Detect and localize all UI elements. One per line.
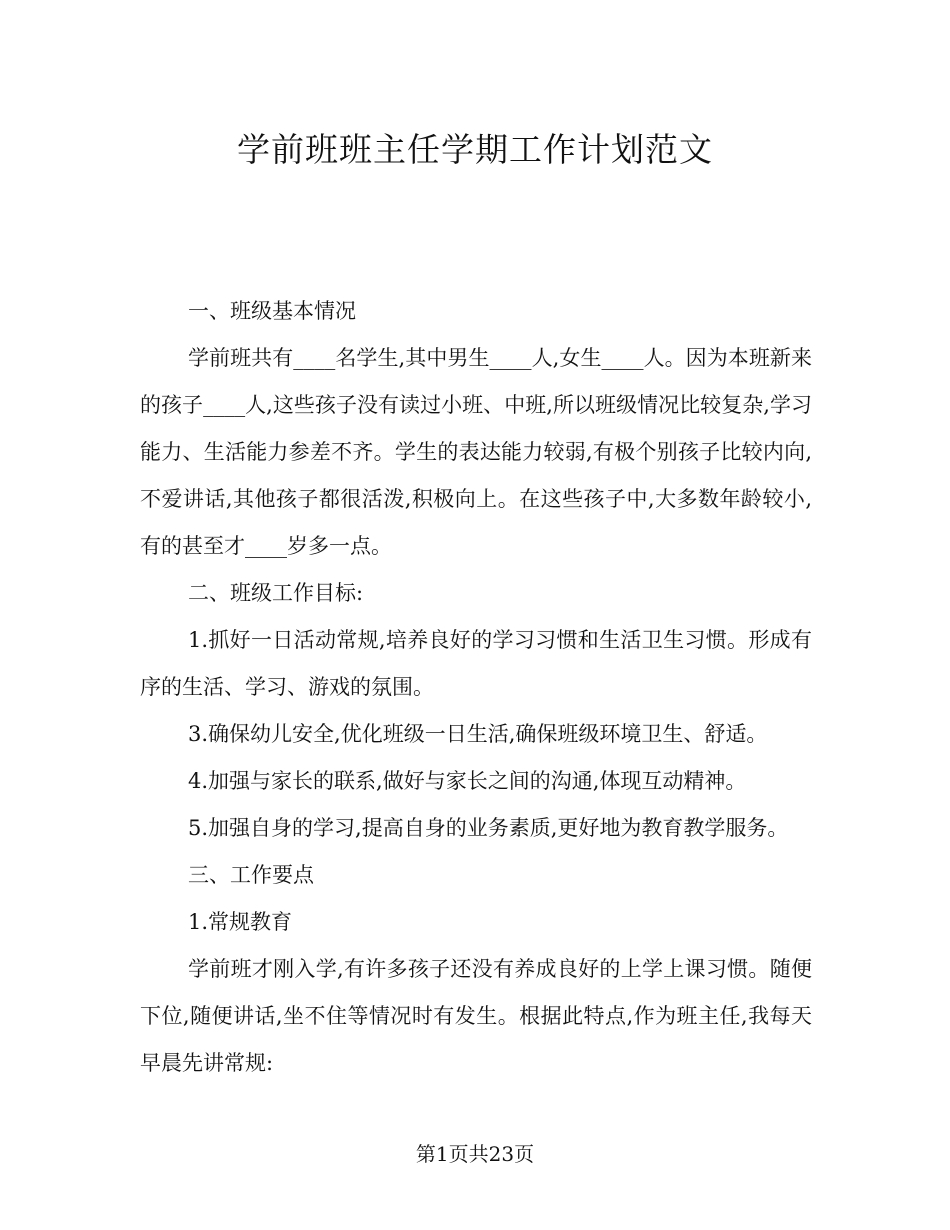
paragraph-class-situation: 学前班共有____名学生,其中男生____人,女生____人。因为本班新来的孩子____人,这些孩子没有读过小班、中班,所以班级情况比较复杂,学习能力、生活能力参差不齐。学生的表达能力较弱,有极个别孩子比较内向,不爱讲话,其他孩子都很活泼,积极向上。在这些孩子中,大多数年龄较小,有的甚至才____岁多一点。 bbox=[140, 346, 812, 558]
document-title: 学前班班主任学期工作计划范文 bbox=[237, 130, 713, 169]
section-heading-work-points: 三、工作要点 bbox=[188, 863, 314, 887]
subheading-routine-education: 1.常规教育 bbox=[188, 910, 293, 934]
paragraph-routine-education: 学前班才刚入学,有许多孩子还没有养成良好的上学上课习惯。随便下位,随便讲话,坐不住等情况时有发生。根据此特点,作为班主任,我每天早晨先讲常规: bbox=[140, 957, 812, 1075]
section-heading-class-situation: 一、班级基本情况 bbox=[188, 299, 356, 323]
goal-item-3: 3.确保幼儿安全,优化班级一日生活,确保班级环境卫生、舒适。 bbox=[188, 722, 768, 746]
section-heading-work-goals: 二、班级工作目标: bbox=[188, 581, 364, 605]
page-number-footer: 第1页共23页 bbox=[415, 1142, 535, 1166]
goal-item-5: 5.加强自身的学习,提高自身的业务素质,更好地为教育教学服务。 bbox=[188, 816, 789, 840]
goal-item-1: 1.抓好一日活动常规,培养良好的学习习惯和生活卫生习惯。形成有序的生活、学习、游戏的氛围。 bbox=[140, 628, 812, 699]
goal-item-4: 4.加强与家长的联系,做好与家长之间的沟通,体现互动精神。 bbox=[188, 769, 747, 793]
document-body bbox=[140, 288, 812, 1087]
